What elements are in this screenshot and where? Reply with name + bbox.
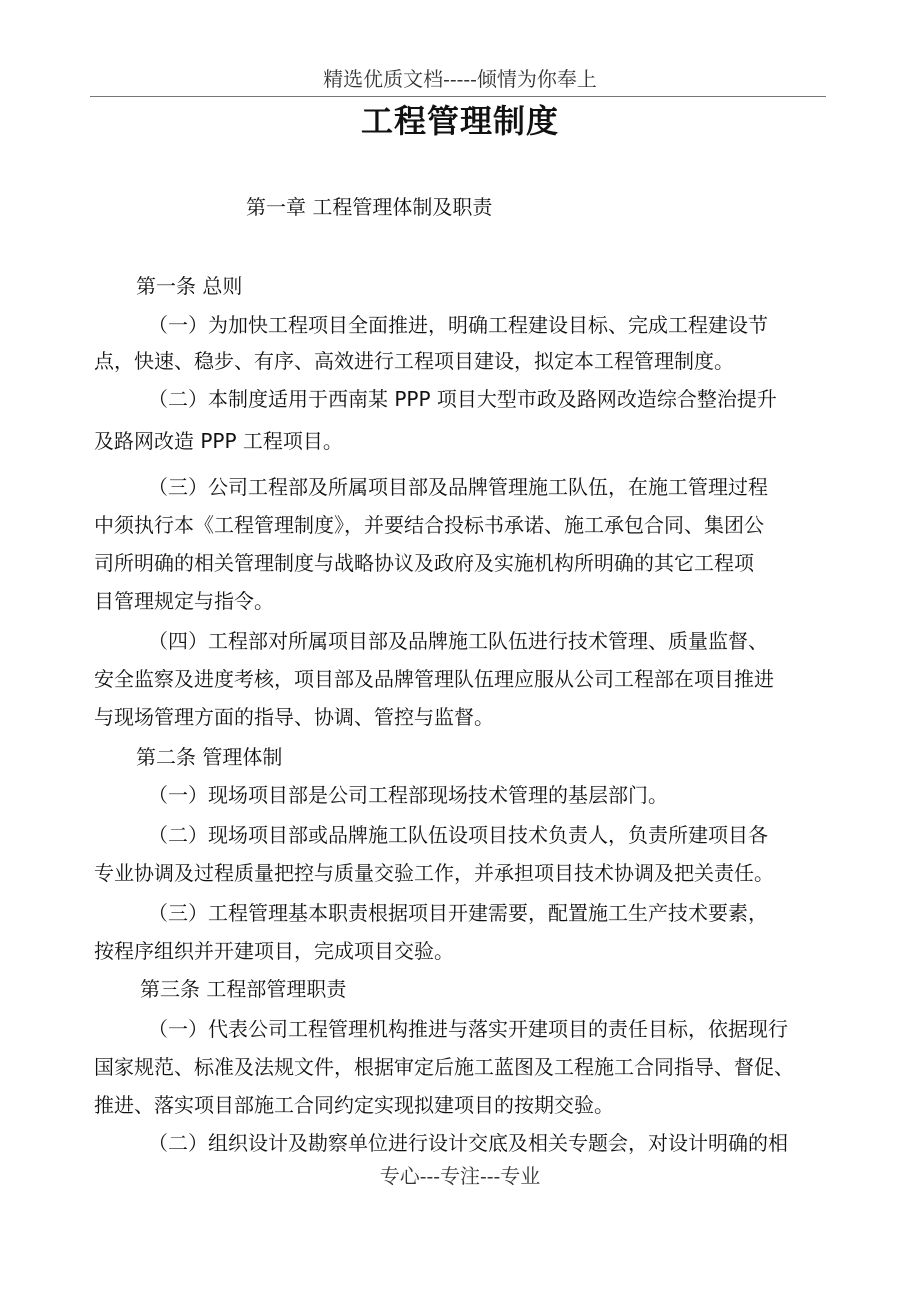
- paragraph-line: （二）组织设计及勘察单位进行设计交底及相关专题会，对设计明确的相: [148, 1131, 788, 1155]
- paragraph-line: （四）工程部对所属项目部及品牌施工队伍进行技术管理、质量监督、: [148, 629, 768, 653]
- paragraph-line: 目管理规定与指令。: [94, 589, 274, 613]
- paragraph-line: 中须执行本《工程管理制度》，并要结合投标书承诺、施工承包合同、集团公: [94, 513, 764, 537]
- chapter-heading: 第一章 工程管理体制及职责: [246, 195, 493, 219]
- page-header: 精选优质文档-----倾情为你奉上: [323, 67, 597, 91]
- article-heading-3: 第三条 工程部管理职责: [140, 977, 347, 1001]
- paragraph-line: 点，快速、稳步、有序、高效进行工程项目建设，拟定本工程管理制度。: [94, 349, 734, 373]
- page-footer: 专心---专注---专业: [379, 1164, 541, 1188]
- paragraph-line: 及路网改造 PPP 工程项目。: [94, 429, 343, 453]
- paragraph-line: （一）为加快工程项目全面推进，明确工程建设目标、完成工程建设节: [148, 313, 768, 337]
- paragraph-line: 按程序组织并开建项目，完成项目交验。: [94, 939, 454, 963]
- paragraph-line: （三）工程管理基本职责根据项目开建需要，配置施工生产技术要素，: [148, 901, 768, 925]
- paragraph-line: （二）本制度适用于西南某 PPP 项目大型市政及路网改造综合整治提升: [148, 387, 777, 411]
- article-heading-1: 第一条 总则: [136, 274, 243, 298]
- article-heading-2: 第二条 管理体制: [136, 745, 283, 769]
- paragraph-line: （一）代表公司工程管理机构推进与落实开建项目的责任目标，依据现行: [148, 1017, 788, 1041]
- paragraph-line: （三）公司工程部及所属项目部及品牌管理施工队伍，在施工管理过程: [148, 475, 768, 499]
- document-title: 工程管理制度: [360, 102, 559, 140]
- paragraph-line: 专业协调及过程质量把控与质量交验工作，并承担项目技术协调及把关责任。: [94, 861, 774, 885]
- paragraph-line: 与现场管理方面的指导、协调、管控与监督。: [94, 705, 494, 729]
- paragraph-line: 司所明确的相关管理制度与战略协议及政府及实施机构所明确的其它工程项: [94, 551, 754, 575]
- paragraph-line: （二）现场项目部或品牌施工队伍设项目技术负责人，负责所建项目各: [148, 823, 768, 847]
- header-divider: [90, 96, 826, 97]
- paragraph-line: 国家规范、标准及法规文件，根据审定后施工蓝图及工程施工合同指导、督促、: [94, 1055, 794, 1079]
- paragraph-line: 安全监察及进度考核，项目部及品牌管理队伍理应服从公司工程部在项目推进: [94, 667, 774, 691]
- paragraph-line: （一）现场项目部是公司工程部现场技术管理的基层部门。: [148, 783, 668, 807]
- paragraph-line: 推进、落实项目部施工合同约定实现拟建项目的按期交验。: [94, 1093, 614, 1117]
